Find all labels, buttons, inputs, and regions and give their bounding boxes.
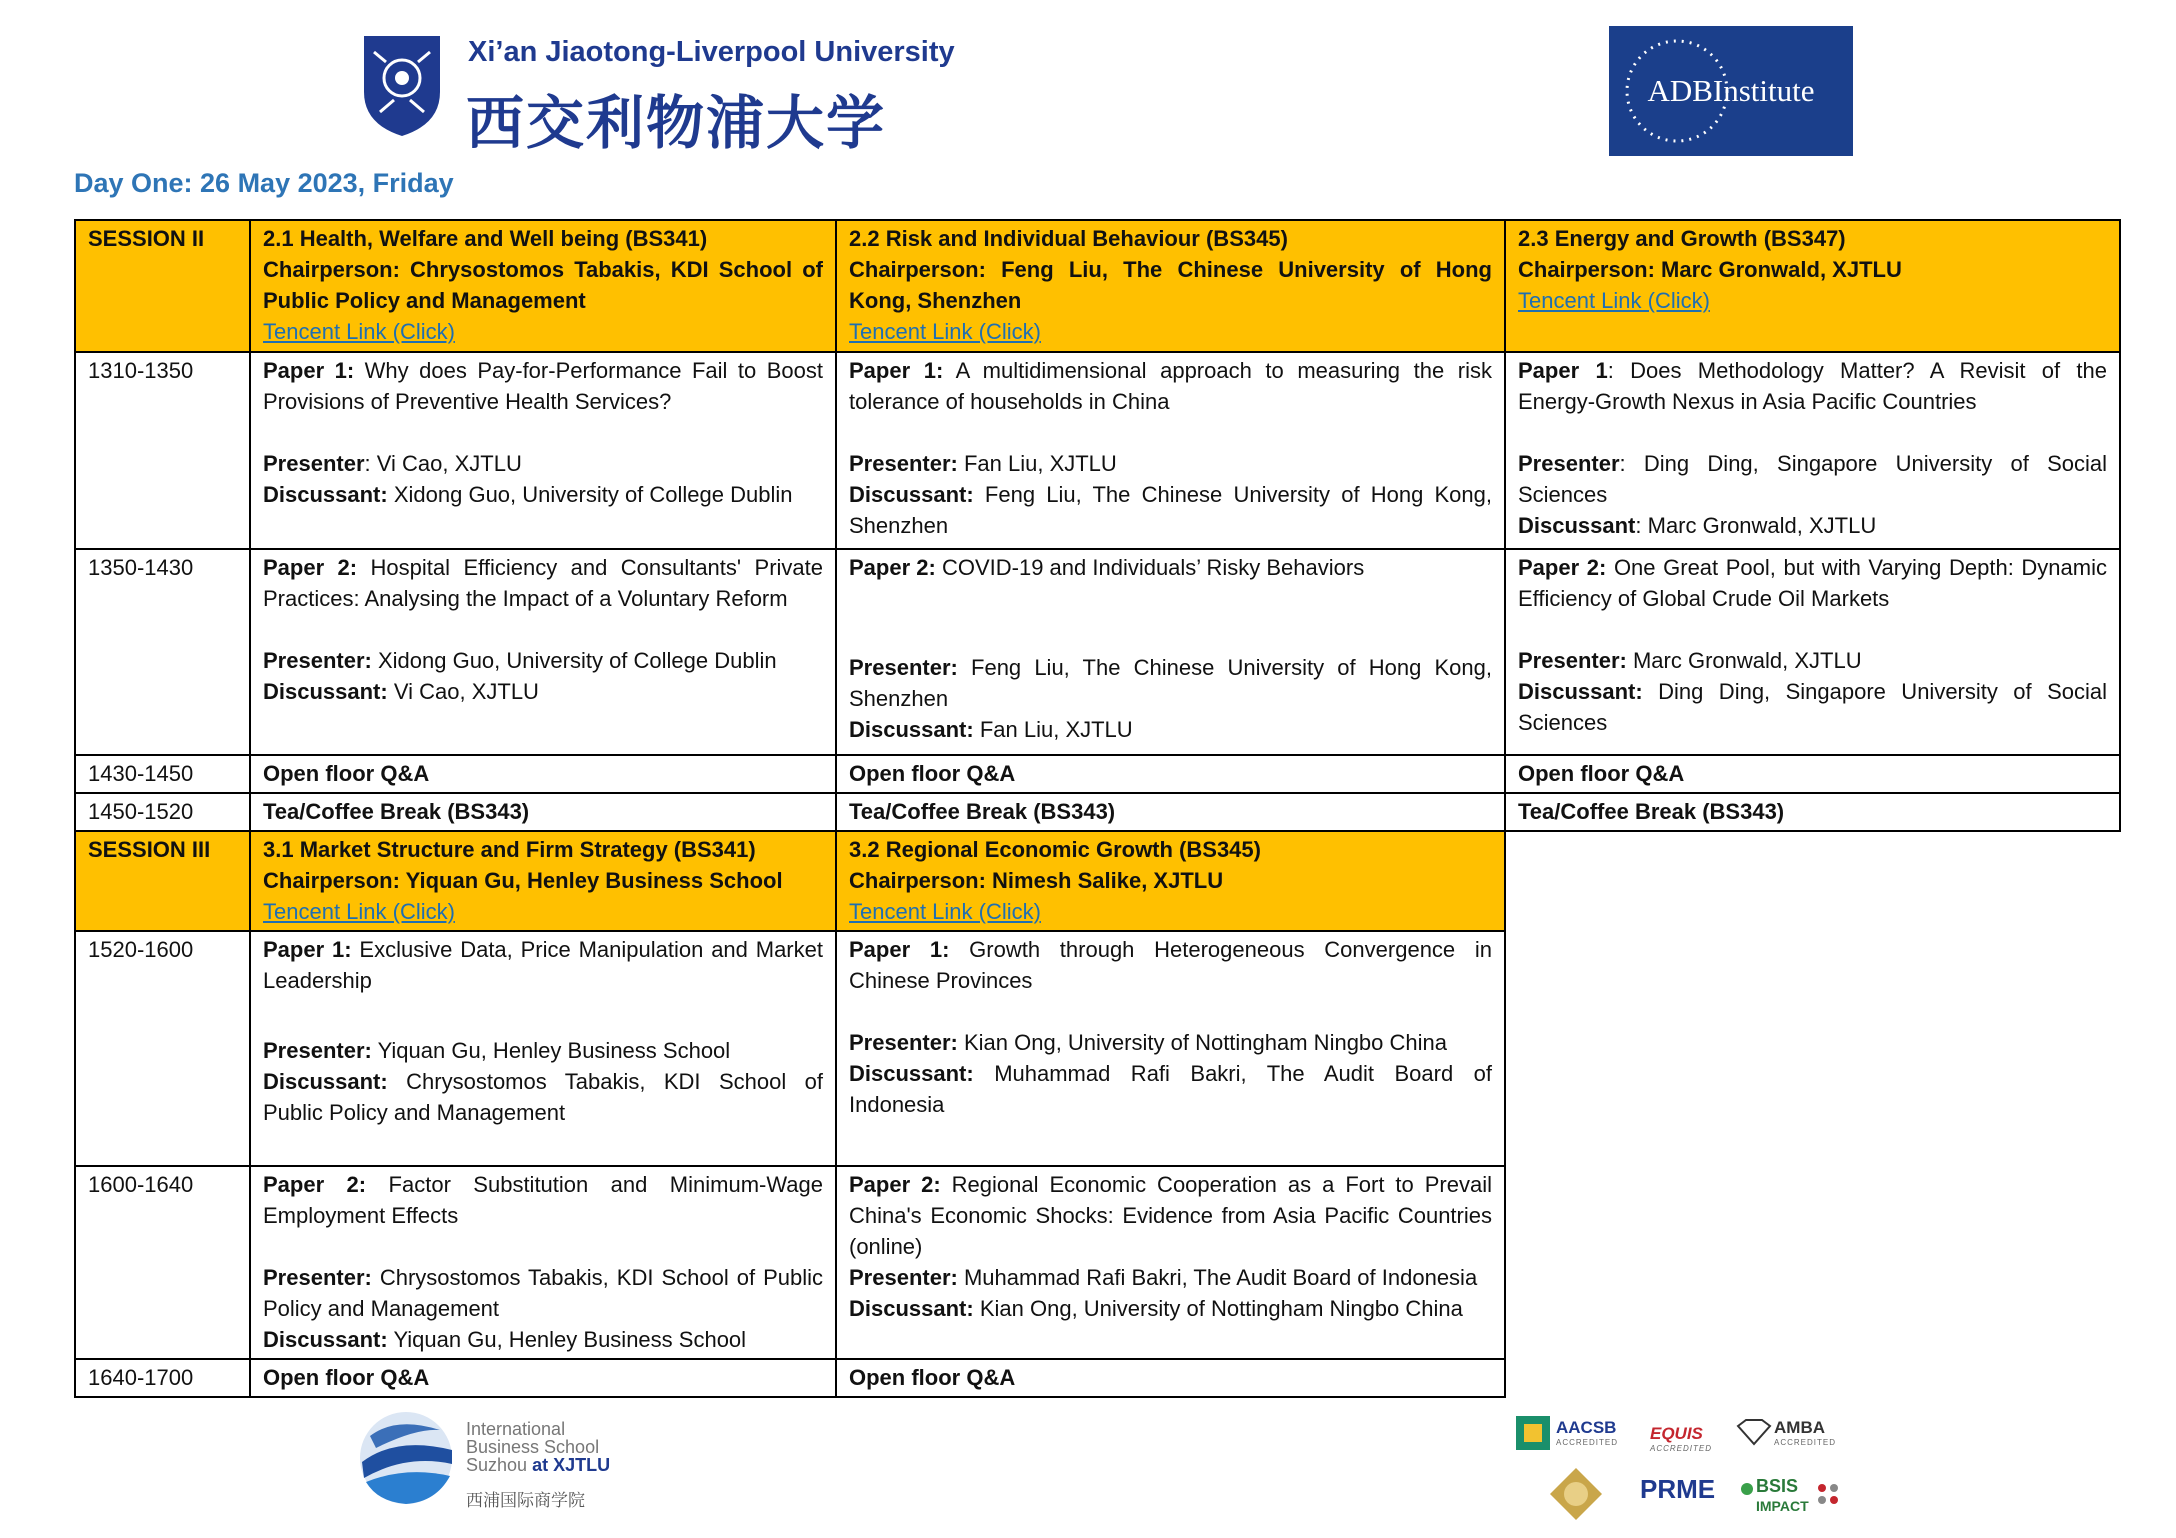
paper-cell: Paper 2: Regional Economic Cooperation as a Fort to Prevail China's Economic Shocks: Evidence from Asia Pacific Countries (online) Presenter: Muhammad Rafi Bakri, The Audit Board of Indonesia Discussant: Kian Ong, University of Nottingham Ningbo China [836,1166,1505,1359]
award-seal-icon [1548,1466,1604,1522]
track-header [250,220,836,352]
discussant: Yiquan Gu, Henley Business School [393,1327,747,1352]
track-chair: Chairperson: Chrysostomos Tabakis, KDI School of Public Policy and Management [263,257,823,313]
empty-cell [1505,931,2120,1166]
discussant: Muhammad Rafi Bakri, The Audit Board of Indonesia [849,1061,1492,1117]
qa-cell: Open floor Q&A [250,1359,836,1397]
track-title: 3.2 Regional Economic Growth (BS345) [849,837,1261,862]
paper-title: Why does Pay-for-Performance Fail to Boost Provisions of Preventive Health Services? [263,358,823,414]
discussant: Xidong Guo, University of College Dublin [393,482,793,507]
aacsb-badge: AACSB ACCREDITED [1556,1418,1619,1447]
paper-title: Hospital Efficiency and Consultants' Private Practices: Analysing the Impact of a Voluntary Reform [263,555,823,611]
paper-cell: Paper 2: Hospital Efficiency and Consultants' Private Practices: Analysing the Impact of a Voluntary Reform Presenter: Xidong Guo, University of College Dublin Discussant: Vi Cao, XJTLU [250,549,836,755]
paper-cell: Paper 2: Factor Substitution and Minimum-Wage Employment Effects Presenter: Chrysostomos Tabakis, KDI School of Public Policy and Management Discussant: Yiquan Gu, Henley Business School [250,1166,836,1359]
discussant: Kian Ong, University of Nottingham Ningbo China [979,1296,1463,1321]
ibss-name-cn: 西浦国际商学院 [466,1491,585,1510]
discussant: Fan Liu, XJTLU [979,717,1133,742]
adbi-logo [1609,26,1853,156]
ibss-logo [356,1406,656,1510]
paper-title: One Great Pool, but with Varying Depth: Dynamic Efficiency of Global Crude Oil Markets [1518,555,2107,611]
discussant: Marc Gronwald, XJTLU [1647,513,1877,538]
presenter: Vi Cao, XJTLU [376,451,522,476]
paper-title: Growth through Heterogeneous Convergence in Chinese Provinces [849,937,1493,993]
session-label: SESSION II [75,220,250,352]
day-title: Day One: 26 May 2023, Friday [74,168,454,198]
time-slot: 1430-1450 [75,755,250,793]
tencent-link[interactable]: Tencent Link (Click) [263,899,455,924]
track-header [836,220,1505,352]
paper-title: Factor Substitution and Minimum-Wage Employment Effects [263,1172,823,1228]
track-title: 2.2 Risk and Individual Behaviour (BS345) [849,226,1288,251]
qa-cell: Open floor Q&A [836,755,1505,793]
tencent-link[interactable]: Tencent Link (Click) [1518,288,1710,313]
ibss-name: International Business School Suzhou at XJTLU [466,1419,611,1475]
university-name-en: Xi’an Jiaotong-Liverpool University [468,36,955,68]
presenter: Chrysostomos Tabakis, KDI School of Public Policy and Management [263,1265,823,1321]
bsis-badge: BSIS IMPACT [1756,1476,1809,1514]
schedule-table [74,219,2121,1398]
time-slot: 1600-1640 [75,1166,250,1359]
paper-cell: Paper 2: COVID-19 and Individuals’ Risky Behaviors Presenter: Feng Liu, The Chinese University of Hong Kong, Shenzhen Discussant: Fan Liu, XJTLU [836,549,1505,755]
discussant: Ding Ding, Singapore University of Social Sciences [1518,679,2107,735]
track-chair: Chairperson: Feng Liu, The Chinese University of Hong Kong, Shenzhen [849,257,1492,313]
session-header-row [75,220,2120,352]
amba-diamond-icon [1734,1418,1774,1446]
university-crest-icon [360,32,444,138]
paper-cell: Paper 1: A multidimensional approach to measuring the risk tolerance of households in China Presenter: Fan Liu, XJTLU Discussant: Feng Liu, The Chinese University of Hong Kong, Shenzhen [836,352,1505,549]
table-row [75,352,2120,549]
track-header [1505,220,2120,352]
xjtlu-logo [360,32,960,157]
track-header [836,831,1505,931]
paper-title: A multidimensional approach to measuring the risk tolerance of households in China [849,358,1492,414]
empty-cell [1505,1359,2120,1397]
aacsb-icon [1516,1416,1550,1450]
presenter: Kian Ong, University of Nottingham Ningbo China [963,1030,1447,1055]
time-slot: 1520-1600 [75,931,250,1166]
small-logo-icon [1812,1478,1844,1510]
session-header-row [75,831,2120,931]
ibss-globe-icon [356,1406,460,1510]
paper-cell: Paper 1: Exclusive Data, Price Manipulation and Market Leadership Presenter: Yiquan Gu, Henley Business School Discussant: Chrysostomos Tabakis, KDI School of Public Policy and Management [250,931,836,1166]
amba-badge: AMBA ACCREDITED [1774,1418,1837,1447]
qa-row [75,755,2120,793]
track-chair: Chairperson: Yiquan Gu, Henley Business School [263,868,783,893]
paper-title: Regional Economic Cooperation as a Fort to Prevail China's Economic Shocks: Evidence from Asia Pacific Countries (online) [849,1172,1492,1259]
track-title: 2.1 Health, Welfare and Well being (BS341) [263,226,708,251]
track-title: 3.1 Market Structure and Firm Strategy (BS341) [263,837,756,862]
qa-cell: Open floor Q&A [836,1359,1505,1397]
time-slot: 1640-1700 [75,1359,250,1397]
break-cell: Tea/Coffee Break (BS343) [250,793,836,831]
tencent-link[interactable]: Tencent Link (Click) [263,319,455,344]
paper-cell: Paper 2: One Great Pool, but with Varying Depth: Dynamic Efficiency of Global Crude Oil Markets Presenter: Marc Gronwald, XJTLU Discussant: Ding Ding, Singapore University of Social Sciences [1505,549,2120,755]
track-chair: Chairperson: Nimesh Salike, XJTLU [849,868,1224,893]
tencent-link[interactable]: Tencent Link (Click) [849,319,1041,344]
break-cell: Tea/Coffee Break (BS343) [836,793,1505,831]
discussant: Chrysostomos Tabakis, KDI School of Public Policy and Management [263,1069,823,1125]
presenter: Feng Liu, The Chinese University of Hong Kong, Shenzhen [849,655,1492,711]
paper-title: COVID-19 and Individuals’ Risky Behaviors [941,555,1365,580]
paper-cell: Paper 1: Does Methodology Matter? A Revisit of the Energy-Growth Nexus in Asia Pacific Countries Presenter: Ding Ding, Singapore University of Social Sciences Discussant: Marc Gronwald, XJTLU [1505,352,2120,549]
presenter: Marc Gronwald, XJTLU [1632,648,1862,673]
table-row [75,1166,2120,1359]
break-cell: Tea/Coffee Break (BS343) [1505,793,2120,831]
qa-cell: Open floor Q&A [1505,755,2120,793]
presenter: Xidong Guo, University of College Dublin [377,648,777,673]
bsis-dot-icon [1740,1482,1754,1496]
presenter: Yiquan Gu, Henley Business School [377,1038,731,1063]
session-label: SESSION III [75,831,250,931]
presenter: Fan Liu, XJTLU [963,451,1117,476]
table-row [75,931,2120,1166]
tencent-link[interactable]: Tencent Link (Click) [849,899,1041,924]
track-header [250,831,836,931]
time-slot: 1310-1350 [75,352,250,549]
paper-cell: Paper 1: Why does Pay-for-Performance Fail to Boost Provisions of Preventive Health Services? Presenter: Vi Cao, XJTLU Discussant: Xidong Guo, University of College Dublin [250,352,836,549]
adbi-logo-text: ADBInstitute [1647,73,1815,108]
equis-badge: EQUIS ACCREDITED [1650,1424,1713,1453]
discussant: Feng Liu, The Chinese University of Hong Kong, Shenzhen [849,482,1492,538]
empty-cell [1505,1166,2120,1359]
break-row [75,793,2120,831]
qa-row [75,1359,2120,1397]
track-chair: Chairperson: Marc Gronwald, XJTLU [1518,257,1902,282]
time-slot: 1350-1430 [75,549,250,755]
table-row [75,549,2120,755]
prme-badge: PRME [1640,1474,1716,1504]
university-name-cn: 西交利物浦大学 [466,89,887,157]
paper-title: Exclusive Data, Price Manipulation and Market Leadership [263,937,823,993]
presenter: Muhammad Rafi Bakri, The Audit Board of Indonesia [963,1265,1478,1290]
paper-title: Does Methodology Matter? A Revisit of the Energy-Growth Nexus in Asia Pacific Countries [1518,358,2107,414]
paper-cell: Paper 1: Growth through Heterogeneous Convergence in Chinese Provinces Presenter: Kian Ong, University of Nottingham Ningbo China Discussant: Muhammad Rafi Bakri, The Audit Board of Indonesia [836,931,1505,1166]
time-slot: 1450-1520 [75,793,250,831]
empty-cell [1505,831,2120,931]
track-title: 2.3 Energy and Growth (BS347) [1518,226,1846,251]
qa-cell: Open floor Q&A [250,755,836,793]
discussant: Vi Cao, XJTLU [393,679,539,704]
presenter: Ding Ding, Singapore University of Social Sciences [1518,451,2107,507]
